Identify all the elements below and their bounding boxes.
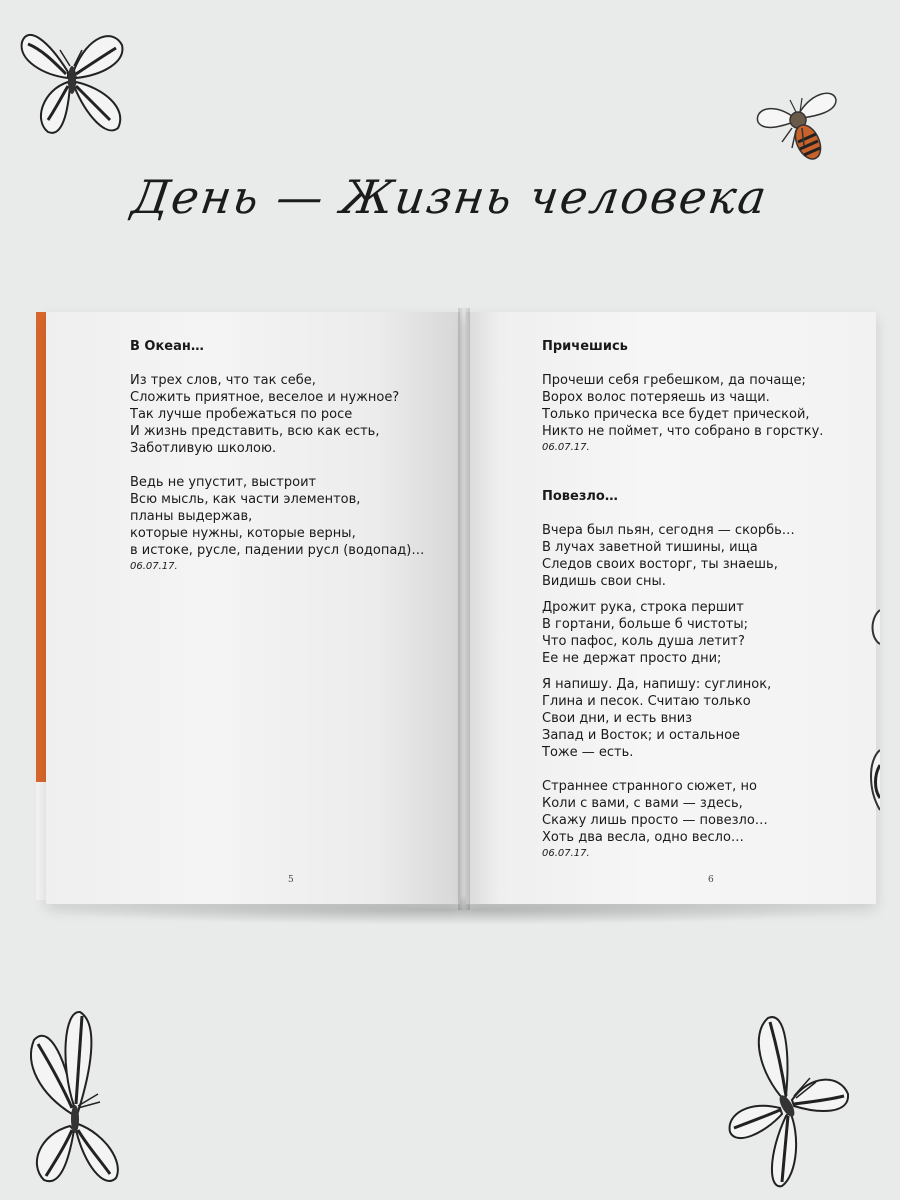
poem-date: 06.07.17. <box>542 848 590 859</box>
butterfly-icon <box>18 20 130 142</box>
poem-line: Что пафос, коль душа летит? <box>542 634 745 649</box>
poem-line: Заботливую школою. <box>130 441 277 456</box>
poem-line: Никто не поймет, что собрано в горстку. <box>542 424 824 439</box>
poem-line: Ее не держат просто дни; <box>542 651 722 666</box>
poem-line: Так лучше пробежаться по росе <box>130 407 353 422</box>
poem-line: Видишь свои сны. <box>542 574 666 589</box>
right-page <box>466 312 876 904</box>
poem-line: В гортани, больше б чистоты; <box>542 617 748 632</box>
page-number: 5 <box>288 875 294 885</box>
stanza <box>542 372 823 440</box>
poem-line: Свои дни, и есть вниз <box>542 711 693 726</box>
page-number: 6 <box>708 875 714 885</box>
poem-title: В Океан… <box>130 339 204 354</box>
poem-line: Скажу лишь просто — повезло… <box>542 813 768 828</box>
book-gutter <box>458 308 470 910</box>
poem-line: Ведь не упустит, выстроит <box>130 475 317 490</box>
left-page <box>46 312 460 904</box>
poem-date: 06.07.17. <box>542 442 590 453</box>
cover-spine-edge <box>36 782 46 900</box>
poem-line: Коли с вами, с вами — здесь, <box>542 796 743 811</box>
poem-title: Повезло… <box>542 489 618 504</box>
poem-line: Тоже — есть. <box>542 745 634 760</box>
poem-line: Дрожит рука, строка першит <box>542 600 744 615</box>
stanza <box>542 676 823 761</box>
poem-line: которые нужны, которые верны, <box>130 526 356 541</box>
poem-line: Хоть два весла, одно весло… <box>542 830 744 845</box>
poem-line: планы выдержав, <box>130 509 253 524</box>
butterfly-icon <box>20 1004 130 1194</box>
left-page-content <box>130 338 424 573</box>
poem-line: Сложить приятное, веселое и нужное? <box>130 390 400 405</box>
poem-line: И жизнь представить, всю как есть, <box>130 424 380 439</box>
stanza <box>542 522 823 590</box>
poem-line: Глина и песок. Считаю только <box>542 694 751 709</box>
poem-line: Страннее странного сюжет, но <box>542 779 757 794</box>
poem-line: в истоке, русле, падении русл (водопад)… <box>130 543 425 558</box>
poem-line: Только прическа все будет прической, <box>542 407 810 422</box>
poem-line: Запад и Восток; и остальное <box>542 728 741 743</box>
page-title: День — Жизнь человека <box>128 170 772 224</box>
butterfly-icon <box>720 1004 854 1194</box>
poem-line: В лучах заветной тишины, ища <box>542 540 758 555</box>
stanza <box>130 474 424 559</box>
poem-line: Прочеши себя гребешком, да почаще; <box>542 373 806 388</box>
poem-line: Ворох волос потеряешь из чащи. <box>542 390 770 405</box>
bee-icon <box>752 82 842 170</box>
poem-line: Я напишу. Да, напишу: суглинок, <box>542 677 772 692</box>
poem-line: Вчера был пьян, сегодня — скорбь… <box>542 523 795 538</box>
poem-line: Из трех слов, что так себе, <box>130 373 316 388</box>
poem-line: Следов своих восторг, ты знаешь, <box>542 557 778 572</box>
poem-title: Причешись <box>542 339 628 354</box>
poem-date: 06.07.17. <box>130 561 178 572</box>
right-page-content <box>542 338 823 860</box>
cover-spine-accent <box>36 312 46 782</box>
stanza <box>542 778 823 846</box>
stanza <box>542 599 823 667</box>
stanza <box>130 372 424 457</box>
poem-line: Всю мысль, как части элементов, <box>130 492 361 507</box>
butterfly-icon <box>868 600 880 840</box>
